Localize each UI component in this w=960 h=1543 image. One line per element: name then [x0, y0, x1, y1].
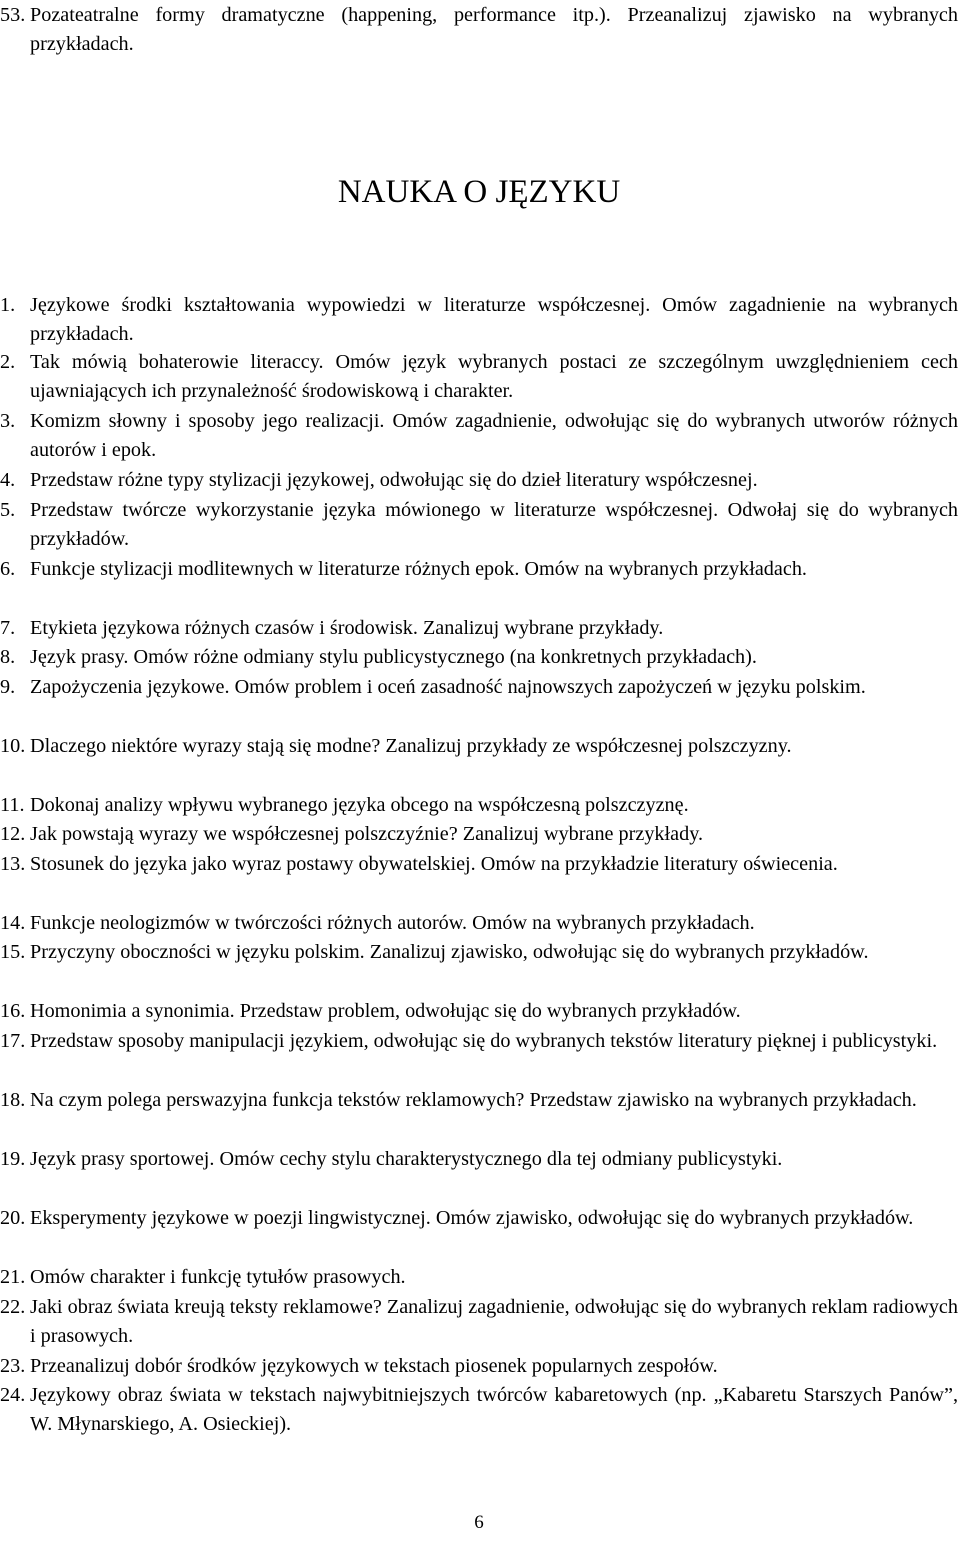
item-text: Pozateatralne formy dramatyczne (happening, performance itp.). Przeanalizuj zjawisko na wybranych przykładach. [30, 4, 958, 56]
item-number: 21. [0, 1266, 26, 1288]
item-number: 12. [0, 823, 26, 845]
list-item [0, 820, 958, 849]
item-text: Jaki obraz świata kreują teksty reklamowe? Zanalizuj zagadnienie, odwołując się do wybranych reklam radiowych i prasowych. [30, 1296, 958, 1348]
item-number: 3. [0, 410, 16, 432]
intro-item [0, 1, 958, 60]
item-text: Język prasy. Omów różne odmiany stylu publicystycznego (na konkretnych przykładach). [30, 646, 757, 668]
list-item [0, 643, 958, 672]
item-text: Omów charakter i funkcję tytułów prasowych. [30, 1266, 406, 1288]
item-number: 13. [0, 853, 26, 875]
item-text: Eksperymenty językowe w poezji lingwistycznej. Omów zjawisko, odwołując się do wybranych przykładów. [30, 1207, 914, 1229]
item-text: Przedstaw twórcze wykorzystanie języka mówionego w literaturze współczesnej. Odwołaj się do wybranych przykładów. [30, 499, 958, 551]
item-text: Językowe środki kształtowania wypowiedzi w literaturze współczesnej. Omów zagadnienie na wybranych przykładach. [30, 294, 958, 346]
list-item [0, 673, 958, 702]
item-number: 11. [0, 794, 25, 816]
item-number: 9. [0, 676, 16, 698]
list-item [0, 407, 958, 466]
item-number: 53. [0, 4, 26, 26]
item-number: 14. [0, 912, 26, 934]
item-number: 24. [0, 1384, 26, 1406]
item-text: Komizm słowny i sposoby jego realizacji. Omów zagadnienie, odwołując się do wybranych utworów różnych autorów i epok. [30, 410, 958, 462]
list-item [0, 909, 958, 938]
item-text: Etykieta językowa różnych czasów i środowisk. Zanalizuj wybrane przykłady. [30, 617, 664, 639]
item-text: Językowy obraz świata w tekstach najwybitniejszych twórców kabaretowych (np. „Kabaretu Starszych Panów”, W. Młynarskiego, A. Osieckiej). [30, 1384, 958, 1436]
item-number: 10. [0, 735, 26, 757]
item-text: Na czym polega perswazyjna funkcja tekstów reklamowych? Przedstaw zjawisko na wybranych przykładach. [30, 1089, 917, 1111]
list-item [0, 466, 958, 495]
page-number: 6 [474, 1512, 484, 1533]
item-text: Przedstaw sposoby manipulacji językiem, odwołując się do wybranych tekstów literatury pięknej i publicystyki. [30, 1030, 938, 1052]
list-item [0, 1027, 958, 1056]
item-text: Tak mówią bohaterowie literaccy. Omów język wybranych postaci ze szczególnym uwzględnieniem cech ujawniających ich przynależność środowiskową i charakter. [30, 351, 958, 403]
item-text: Funkcje neologizmów w twórczości różnych autorów. Omów na wybranych przykładach. [30, 912, 755, 934]
list-item [0, 1352, 958, 1381]
item-number: 4. [0, 469, 16, 491]
item-number: 8. [0, 646, 16, 668]
item-number: 16. [0, 1000, 26, 1022]
item-number: 6. [0, 558, 16, 580]
item-number: 22. [0, 1296, 26, 1318]
list-item [0, 1086, 958, 1115]
item-text: Zapożyczenia językowe. Omów problem i oceń zasadność najnowszych zapożyczeń w języku polskim. [30, 676, 866, 698]
item-text: Przeanalizuj dobór środków językowych w tekstach piosenek popularnych zespołów. [30, 1355, 718, 1377]
item-text: Funkcje stylizacji modlitewnych w literaturze różnych epok. Omów na wybranych przykładach. [30, 558, 807, 580]
list-item [0, 614, 958, 643]
item-text: Przyczyny oboczności w języku polskim. Zanalizuj zjawisko, odwołując się do wybranych przykładów. [30, 941, 869, 963]
item-text: Dlaczego niektóre wyrazy stają się modne? Zanalizuj przykłady ze współczesnej polszczyzny. [30, 735, 792, 757]
item-text: Język prasy sportowej. Omów cechy stylu charakterystycznego dla tej odmiany publicystyki. [30, 1148, 783, 1170]
list-item [0, 938, 958, 967]
item-text: Dokonaj analizy wpływu wybranego języka obcego na współczesną polszczyznę. [30, 794, 689, 816]
item-number: 15. [0, 941, 26, 963]
section-title: NAUKA O JĘZYKU [337, 174, 621, 210]
item-number: 23. [0, 1355, 26, 1377]
item-number: 18. [0, 1089, 26, 1111]
list-item [0, 1145, 958, 1174]
item-text: Przedstaw różne typy stylizacji językowej, odwołując się do dzieł literatury współczesnej. [30, 469, 758, 491]
list-item [0, 732, 958, 761]
item-number: 20. [0, 1207, 26, 1229]
item-text: Jak powstają wyrazy we współczesnej polszczyźnie? Zanalizuj wybrane przykłady. [30, 823, 704, 845]
item-number: 5. [0, 499, 16, 521]
list-item [0, 555, 958, 584]
item-number: 7. [0, 617, 16, 639]
list-item [0, 1204, 958, 1233]
list-item [0, 791, 958, 820]
list-item [0, 496, 958, 555]
list-item [0, 1381, 958, 1440]
item-number: 1. [0, 294, 16, 316]
item-number: 17. [0, 1030, 26, 1052]
list-item [0, 1263, 958, 1292]
list-item [0, 348, 958, 407]
list-item [0, 997, 958, 1026]
list-item [0, 850, 958, 879]
item-number: 19. [0, 1148, 26, 1170]
list-item [0, 291, 958, 350]
item-number: 2. [0, 351, 16, 373]
list-item [0, 1293, 958, 1352]
item-text: Homonimia a synonimia. Przedstaw problem, odwołując się do wybranych przykładów. [30, 1000, 741, 1022]
item-text: Stosunek do języka jako wyraz postawy obywatelskiej. Omów na przykładzie literatury oświecenia. [30, 853, 838, 875]
